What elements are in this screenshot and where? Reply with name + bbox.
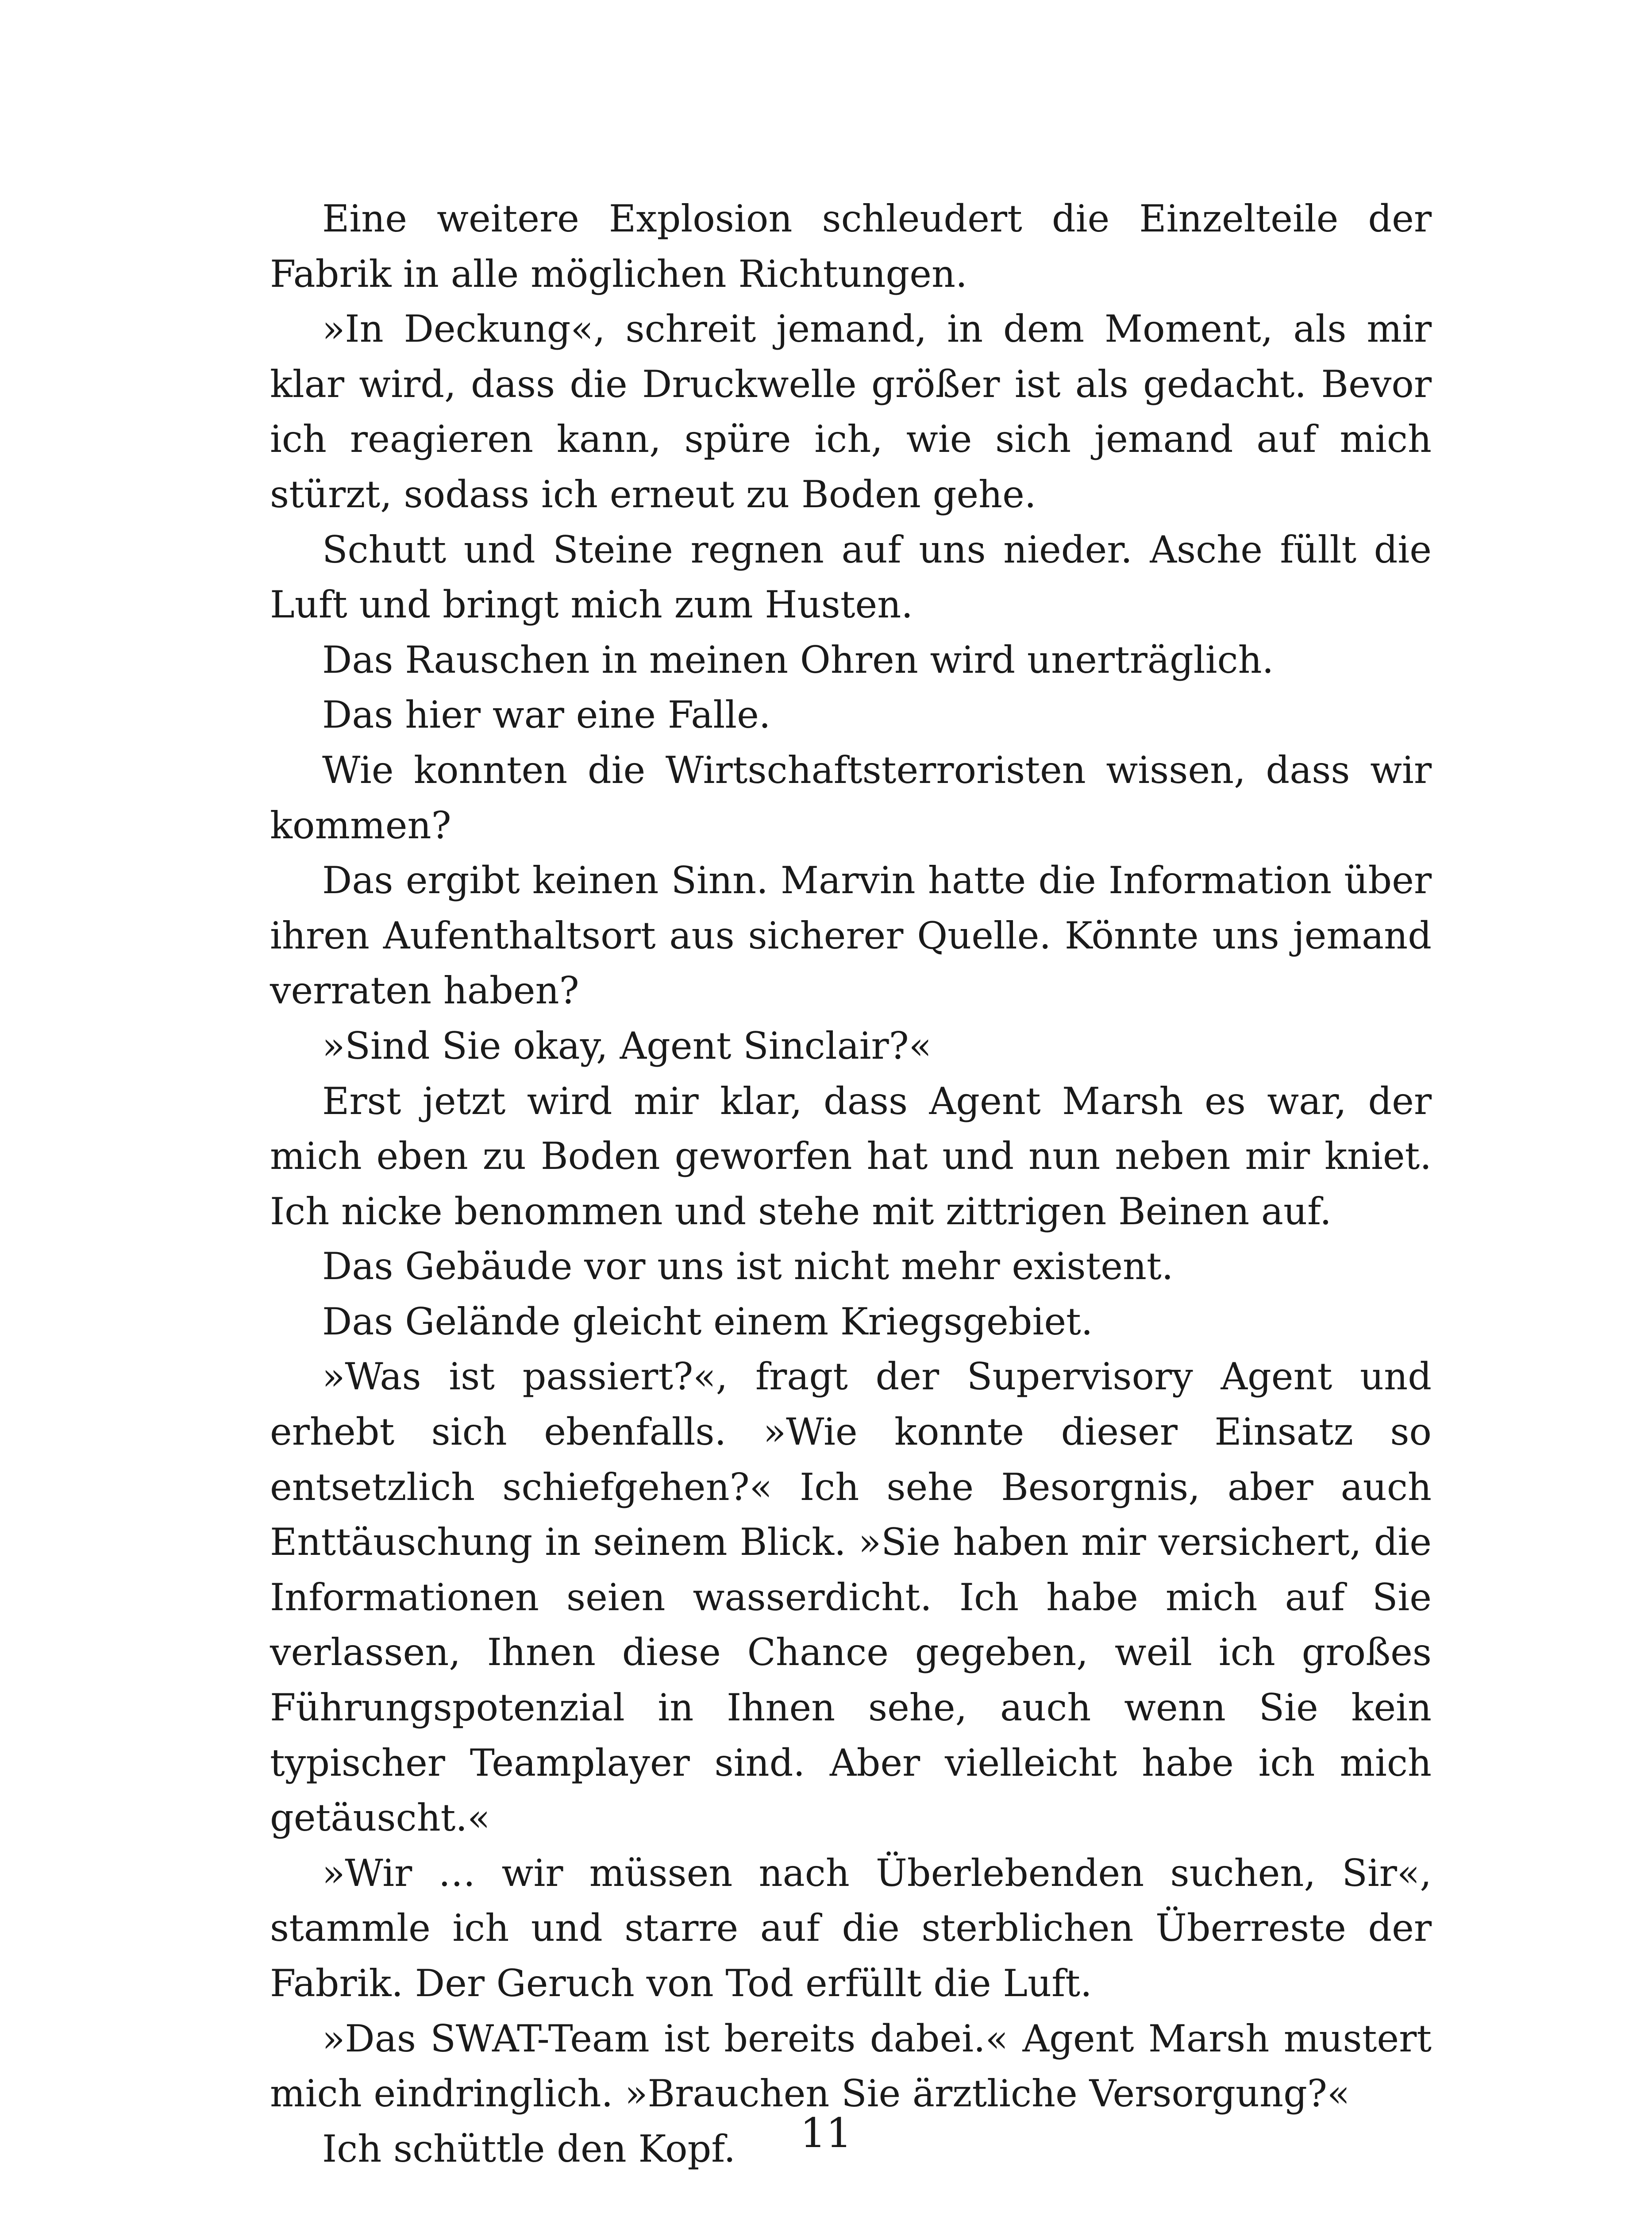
- body-text: [270, 191, 1432, 2176]
- page-number: 11: [800, 2109, 852, 2157]
- paragraph-9: Erst jetzt wird mir klar, dass Agent Marsh es war, der mich eben zu Boden geworfen hat und nun neben mir kniet. Ich nicke benommen und stehe mit zittrigen Beinen auf.: [270, 1079, 1432, 1233]
- paragraph-13: »Wir … wir müssen nach Überlebenden suchen, Sir«, stammle ich und starre auf die sterblichen Überreste der Fabrik. Der Geruch von Tod erfüllt die Luft.: [270, 1851, 1432, 2005]
- paragraph-5: Das hier war eine Falle.: [322, 693, 771, 737]
- paragraph-10: Das Gebäude vor uns ist nicht mehr existent.: [322, 1245, 1174, 1288]
- paragraph-2: »In Deckung«, schreit jemand, in dem Moment, als mir klar wird, dass die Druckwelle größer ist als gedacht. Bevor ich reagieren kann, spüre ich, wie sich jemand auf mich stürzt, sodass ich erneut zu Boden gehe.: [270, 307, 1432, 516]
- paragraph-14: »Das SWAT-Team ist bereits dabei.« Agent Marsh mustert mich eindringlich. »Brauchen Sie ärztliche Versorgung?«: [270, 2016, 1432, 2116]
- paragraph-7: Das ergibt keinen Sinn. Marvin hatte die Information über ihren Aufenthaltsort aus sicherer Quelle. Könnte uns jemand verraten haben?: [270, 859, 1432, 1013]
- paragraph-4: Das Rauschen in meinen Ohren wird unerträglich.: [322, 638, 1274, 682]
- paragraph-1: Eine weitere Explosion schleudert die Einzelteile der Fabrik in alle möglichen Richtungen.: [270, 197, 1432, 296]
- paragraph-15: Ich schüttle den Kopf.: [322, 2127, 736, 2171]
- paragraph-6: Wie konnten die Wirtschaftsterroristen wissen, dass wir kommen?: [270, 748, 1432, 847]
- paragraph-12: »Was ist passiert?«, fragt der Supervisory Agent und erhebt sich ebenfalls. »Wie konnte dieser Einsatz so entsetzlich schiefgehen?« Ich sehe Besorgnis, aber auch Enttäuschung in seinem Blick. »Sie haben mir versichert, die Informationen seien wasserdicht. Ich habe mich auf Sie verlassen, Ihnen diese Chance gegeben, weil ich großes Führungspotenzial in Ihnen sehe, auch wenn Sie kein typischer Teamplayer sind. Aber vielleicht habe ich mich getäuscht.«: [270, 1355, 1432, 1840]
- paragraph-8: »Sind Sie okay, Agent Sinclair?«: [322, 1024, 932, 1068]
- paragraph-11: Das Gelände gleicht einem Kriegsgebiet.: [322, 1299, 1093, 1343]
- paragraph-3: Schutt und Steine regnen auf uns nieder. Asche füllt die Luft und bringt mich zum Husten.: [270, 528, 1432, 627]
